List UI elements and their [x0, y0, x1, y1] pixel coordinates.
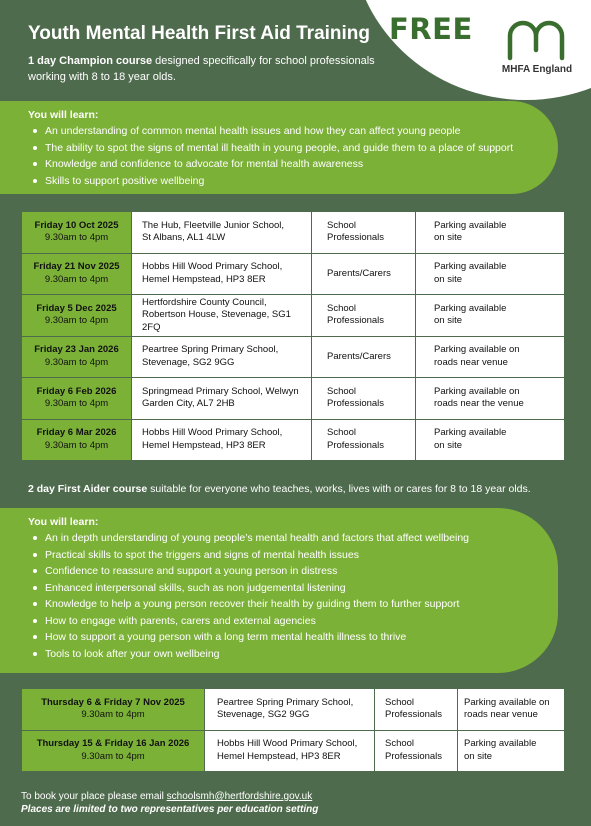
date-cell: Thursday 15 & Friday 16 Jan 2026 9.30am to 4pm [22, 730, 205, 772]
venue-cell: Hobbs Hill Wood Primary School, Hemel Hempstead, HP3 8ER [132, 253, 312, 295]
logo-text: MHFA England [501, 64, 573, 75]
date-cell: Thursday 6 & Friday 7 Nov 2025 9.30am to 4pm [22, 689, 205, 731]
free-label: FREE [389, 12, 473, 46]
parking-cell: Parking available on site [416, 419, 565, 461]
venue-cell: Hertfordshire County Council, Robertson House, Stevenage, SG1 2FQ [132, 295, 312, 337]
list-item: How to engage with parents, carers and external agencies [28, 613, 558, 630]
table-row [22, 295, 565, 337]
list-item: How to support a young person with a long term mental health illness to thrive [28, 629, 558, 646]
table-row [22, 689, 565, 731]
date-cell: Friday 21 Nov 2025 9.30am to 4pm [22, 253, 132, 295]
audience-cell: School Professionals [375, 689, 458, 731]
audience-cell: School Professionals [312, 378, 416, 420]
parking-cell: Parking available on site [416, 212, 565, 254]
audience-cell: School Professionals [312, 295, 416, 337]
booking-info [21, 790, 318, 816]
audience-cell: School Professionals [312, 419, 416, 461]
mhfa-logo-icon [502, 10, 572, 62]
audience-cell: Parents/Carers [312, 336, 416, 378]
page-title: Youth Mental Health First Aid Training [28, 23, 371, 44]
booking-note: Places are limited to two representatives per education setting [21, 804, 319, 815]
learn-list-2 [28, 530, 558, 662]
parking-cell: Parking available on roads near venue [416, 336, 565, 378]
mhfa-logo [498, 8, 576, 80]
table-row [22, 253, 565, 295]
venue-cell: Peartree Spring Primary School, Stevenage, SG2 9GG [205, 689, 375, 731]
date-cell: Friday 23 Jan 2026 9.30am to 4pm [22, 336, 132, 378]
intro-rest: designed specifically for school professionals working with 8 to 18 year olds. [28, 55, 375, 83]
booking-text: To book your place please email [21, 791, 167, 802]
audience-cell: Parents/Carers [312, 253, 416, 295]
learn-heading-2: You will learn: [28, 516, 99, 528]
list-item: Skills to support positive wellbeing [28, 173, 558, 190]
table-row [22, 336, 565, 378]
champion-course-table [21, 211, 565, 461]
course2-bold: 2 day First Aider course [28, 483, 148, 495]
list-item: Enhanced interpersonal skills, such as non judgemental listening [28, 580, 558, 597]
parking-cell: Parking available on site [458, 730, 565, 772]
list-item: Tools to look after your own wellbeing [28, 646, 558, 663]
learn-list-1 [28, 123, 558, 189]
venue-cell: The Hub, Fleetville Junior School, St Albans, AL1 4LW [132, 212, 312, 254]
audience-cell: School Professionals [312, 212, 416, 254]
parking-cell: Parking available on roads near venue [458, 689, 565, 731]
list-item: An understanding of common mental health issues and how they can affect young people [28, 123, 558, 140]
table-row [22, 378, 565, 420]
table-row [22, 212, 565, 254]
course2-intro [28, 483, 531, 495]
table-row [22, 730, 565, 772]
venue-cell: Peartree Spring Primary School, Stevenage, SG2 9GG [132, 336, 312, 378]
audience-cell: School Professionals [375, 730, 458, 772]
venue-cell: Hobbs Hill Wood Primary School, Hemel Hempstead, HP3 8ER [132, 419, 312, 461]
first-aider-course-table [21, 688, 565, 772]
date-cell: Friday 5 Dec 2025 9.30am to 4pm [22, 295, 132, 337]
venue-cell: Springmead Primary School, Welwyn Garden City, AL7 2HB [132, 378, 312, 420]
parking-cell: Parking available on site [416, 295, 565, 337]
intro-bold: 1 day Champion course [28, 55, 153, 67]
list-item: The ability to spot the signs of mental ill health in young people, and guide them to a place of support [28, 140, 558, 157]
list-item: Knowledge to help a young person recover their health by guiding them to further support [28, 596, 558, 613]
intro-text [28, 54, 388, 85]
learn-heading-1: You will learn: [28, 109, 99, 121]
list-item: Knowledge and confidence to advocate for mental health awareness [28, 156, 558, 173]
table-row [22, 419, 565, 461]
date-cell: Friday 10 Oct 2025 9.30am to 4pm [22, 212, 132, 254]
learn-panel-2 [0, 508, 558, 673]
learn-panel-1 [0, 101, 558, 194]
email-link[interactable]: schoolsmh@hertfordshire.gov.uk [166, 791, 313, 802]
list-item: Confidence to reassure and support a young person in distress [28, 563, 558, 580]
parking-cell: Parking available on roads near the venue [416, 378, 565, 420]
parking-cell: Parking available on site [416, 253, 565, 295]
date-cell: Friday 6 Feb 2026 9.30am to 4pm [22, 378, 132, 420]
list-item: Practical skills to spot the triggers and signs of mental health issues [28, 547, 558, 564]
course2-rest: suitable for everyone who teaches, works, lives with or cares for 8 to 18 year olds. [147, 483, 531, 495]
venue-cell: Hobbs Hill Wood Primary School, Hemel Hempstead, HP3 8ER [205, 730, 375, 772]
date-cell: Friday 6 Mar 2026 9.30am to 4pm [22, 419, 132, 461]
list-item: An in depth understanding of young people’s mental health and factors that affect wellbeing [28, 530, 558, 547]
